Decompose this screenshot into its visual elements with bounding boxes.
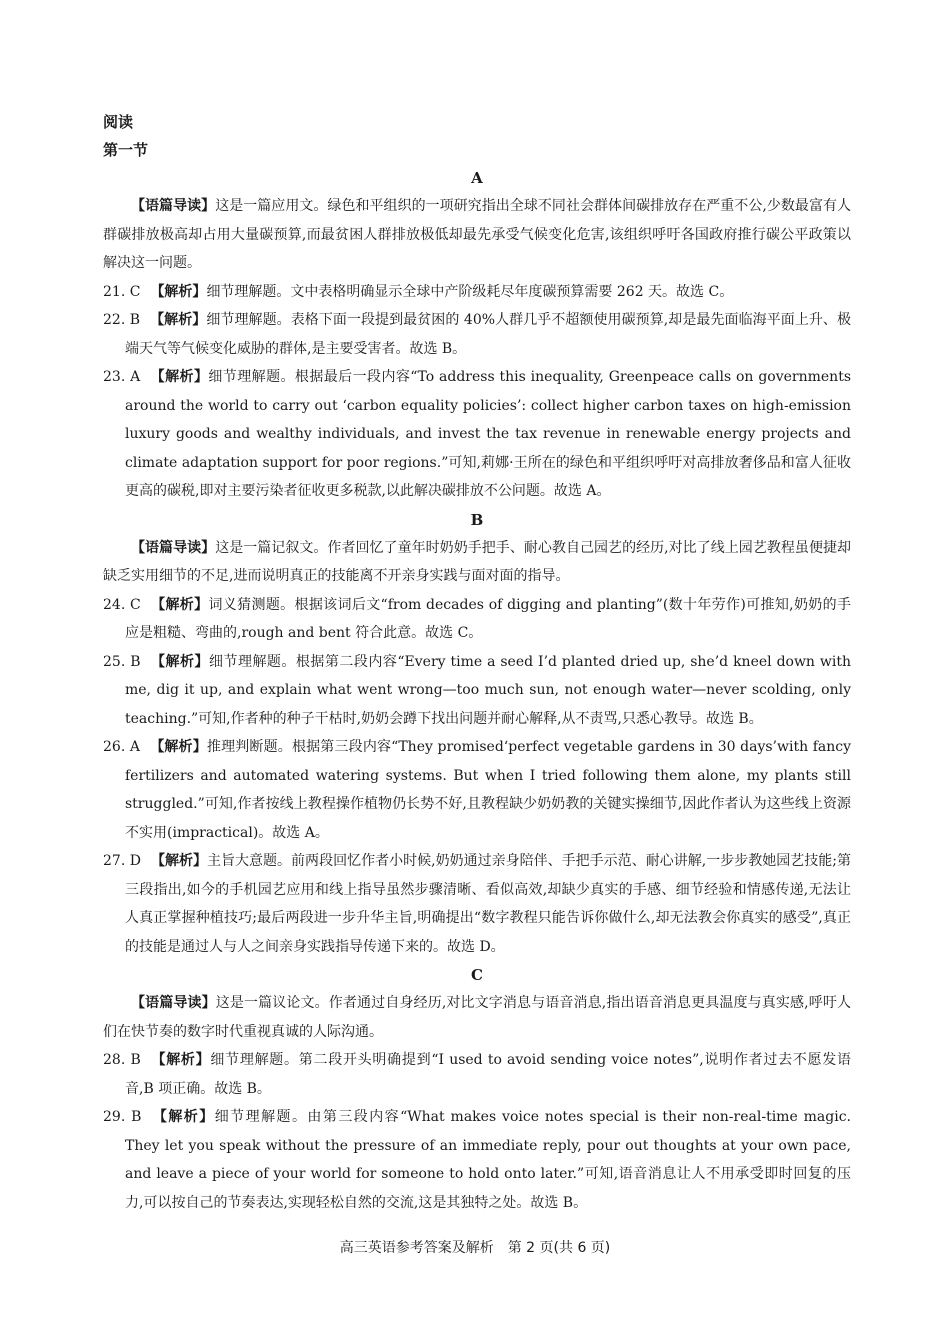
answer-item-28 bbox=[103, 1046, 851, 1103]
analysis-tag: 【解析】 bbox=[150, 283, 207, 300]
answer-number: 23. A bbox=[103, 369, 141, 385]
answer-item-25 bbox=[103, 648, 851, 734]
analysis-tag: 【解析】 bbox=[150, 1052, 211, 1068]
section-a-letter: A bbox=[471, 169, 483, 187]
analysis-text: 细节理解题。文中表格明确显示全球中产阶级耗尽年度碳预算需要 262 天。故选 C。 bbox=[206, 283, 734, 300]
answer-item-27 bbox=[103, 847, 851, 961]
analysis-text: 细节理解题。由第三段内容“What makes voice notes special is their non-real-time magic. They let you speak without the pressure of an immediate reply, pour out thoughts at your own pace, and leave a piece of your world for someone to hold onto later.”可知,语音消息让人不用承受即时回复的压力,可以按自己的节奏表达,实现轻松自然的交流,这是其独特之处。故选 B。 bbox=[125, 1109, 851, 1211]
analysis-text: 推理判断题。根据第三段内容“They promised‘perfect vegetable gardens in 30 days’with fancy fertilizers and automated watering systems. But when I tried following them alone, my plants still struggled.”可知,作者按线上教程操作植物仍长势不好,且教程缺少奶奶教的关键实操细节,因此作者认为这些线上资源不实用(impractical)。故选 A。 bbox=[125, 739, 852, 841]
analysis-tag: 【解析】 bbox=[150, 853, 207, 869]
answer-item-29 bbox=[103, 1103, 851, 1217]
answer-number: 25. B bbox=[103, 653, 141, 670]
answer-number: 22. B bbox=[103, 312, 141, 328]
section-b-letter: B bbox=[470, 510, 484, 529]
section-a-intro bbox=[103, 192, 851, 278]
section-c-letter: C bbox=[471, 966, 483, 984]
analysis-tag: 【解析】 bbox=[150, 739, 207, 755]
analysis-tag: 【解析】 bbox=[150, 312, 207, 328]
intro-tag: 【语篇导读】 bbox=[131, 198, 216, 214]
analysis-text: 主旨大意题。前两段回忆作者小时候,奶奶通过亲身陪伴、手把手示范、耐心讲解,一步步教她园艺技能;第三段指出,如今的手机园艺应用和线上指导虽然步骤清晰、看似高效,却缺少真实的手感、细节经验和情感传递,无法让人真正掌握种植技巧;最后两段进一步升华主旨,明确提出“数字教程只能告诉你做什么,却无法教会你真实的感受”,真正的技能是通过人与人之间亲身实践指导传递下来的。故选 D。 bbox=[125, 853, 851, 955]
page-footer: 高三英语参考答案及解析 第 2 页(共 6 页) bbox=[339, 1240, 611, 1256]
analysis-tag: 【解析】 bbox=[150, 596, 209, 613]
intro-text: 这是一篇记叙文。作者回忆了童年时奶奶手把手、耐心教自己园艺的经历,对比了线上园艺教程虽便捷却缺乏实用细节的不足,进而说明真正的技能离不开亲身实践与面对面的指导。 bbox=[103, 539, 851, 584]
analysis-tag: 【解析】 bbox=[150, 653, 209, 670]
answer-number: 27. D bbox=[103, 853, 141, 869]
answer-page bbox=[103, 108, 851, 1217]
section-c-intro bbox=[103, 989, 851, 1046]
analysis-text: 细节理解题。根据最后一段内容“To address this inequality, Greenpeace calls on governments around the world to carry out ‘carbon equality policies’: collect higher carbon taxes on high-emission luxury goods and wealthy individuals, and invest the tax revenue in renewable energy projects and climate adaptation support for poor regions.”可知,莉娜·王所在的绿色和平组织呼吁对高排放奢侈品和富人征收更高的碳税,即对主要污染者征收更多税款,以此解决碳排放不公问题。故选 A。 bbox=[125, 369, 852, 499]
answer-number: 26. A bbox=[103, 739, 141, 755]
intro-text: 这是一篇应用文。绿色和平组织的一项研究指出全球不同社会群体间碳排放存在严重不公,少数最富有人群碳排放极高却占用大量碳预算,而最贫困人群排放极低却最先承受气候变化危害,该组织呼吁各国政府推行碳公平政策以解决这一问题。 bbox=[103, 198, 851, 271]
analysis-text: 细节理解题。第二段开头明确提到“I used to avoid sending voice notes”,说明作者过去不愿发语音,B 项正确。故选 B。 bbox=[125, 1052, 851, 1097]
part-one-heading: 第一节 bbox=[103, 141, 149, 159]
answer-item-24 bbox=[103, 591, 851, 648]
analysis-tag: 【解析】 bbox=[151, 1109, 215, 1125]
section-b-intro bbox=[103, 534, 851, 591]
analysis-text: 细节理解题。根据第二段内容“Every time a seed I’d planted dried up, she’d kneel down with me, dig it up, and explain what went wrong—too much sun, not enough water—never scolding, only teaching.”可知,作者种的种子干枯时,奶奶会蹲下找出问题并耐心解释,从不责骂,只悉心教导。故选 B。 bbox=[125, 653, 851, 727]
answer-number: 24. C bbox=[103, 596, 141, 613]
answer-item-22 bbox=[103, 306, 851, 363]
answer-item-26 bbox=[103, 733, 851, 847]
analysis-tag: 【解析】 bbox=[150, 369, 209, 385]
answer-number: 21. C bbox=[103, 283, 141, 300]
answer-item-21 bbox=[103, 278, 851, 307]
intro-text: 这是一篇议论文。作者通过自身经历,对比文字消息与语音消息,指出语音消息更具温度与真实感,呼吁人们在快节奏的数字时代重视真诚的人际沟通。 bbox=[103, 995, 852, 1040]
intro-tag: 【语篇导读】 bbox=[131, 539, 216, 556]
answer-number: 29. B bbox=[103, 1109, 142, 1125]
reading-heading: 阅读 bbox=[103, 113, 134, 131]
analysis-text: 细节理解题。表格下面一段提到最贫困的 40%人群几乎不超额使用碳预算,却是最先面临海平面上升、极端天气等气候变化威胁的群体,是主要受害者。故选 B。 bbox=[125, 312, 851, 357]
answer-number: 28. B bbox=[103, 1052, 141, 1068]
intro-tag: 【语篇导读】 bbox=[131, 995, 216, 1011]
analysis-text: 词义猜测题。根据该词后文“from decades of digging and planting”(数十年劳作)可推知,奶奶的手应是粗糙、弯曲的,rough and bent 符合此意。故选 C。 bbox=[125, 596, 851, 641]
answer-item-23 bbox=[103, 363, 851, 506]
